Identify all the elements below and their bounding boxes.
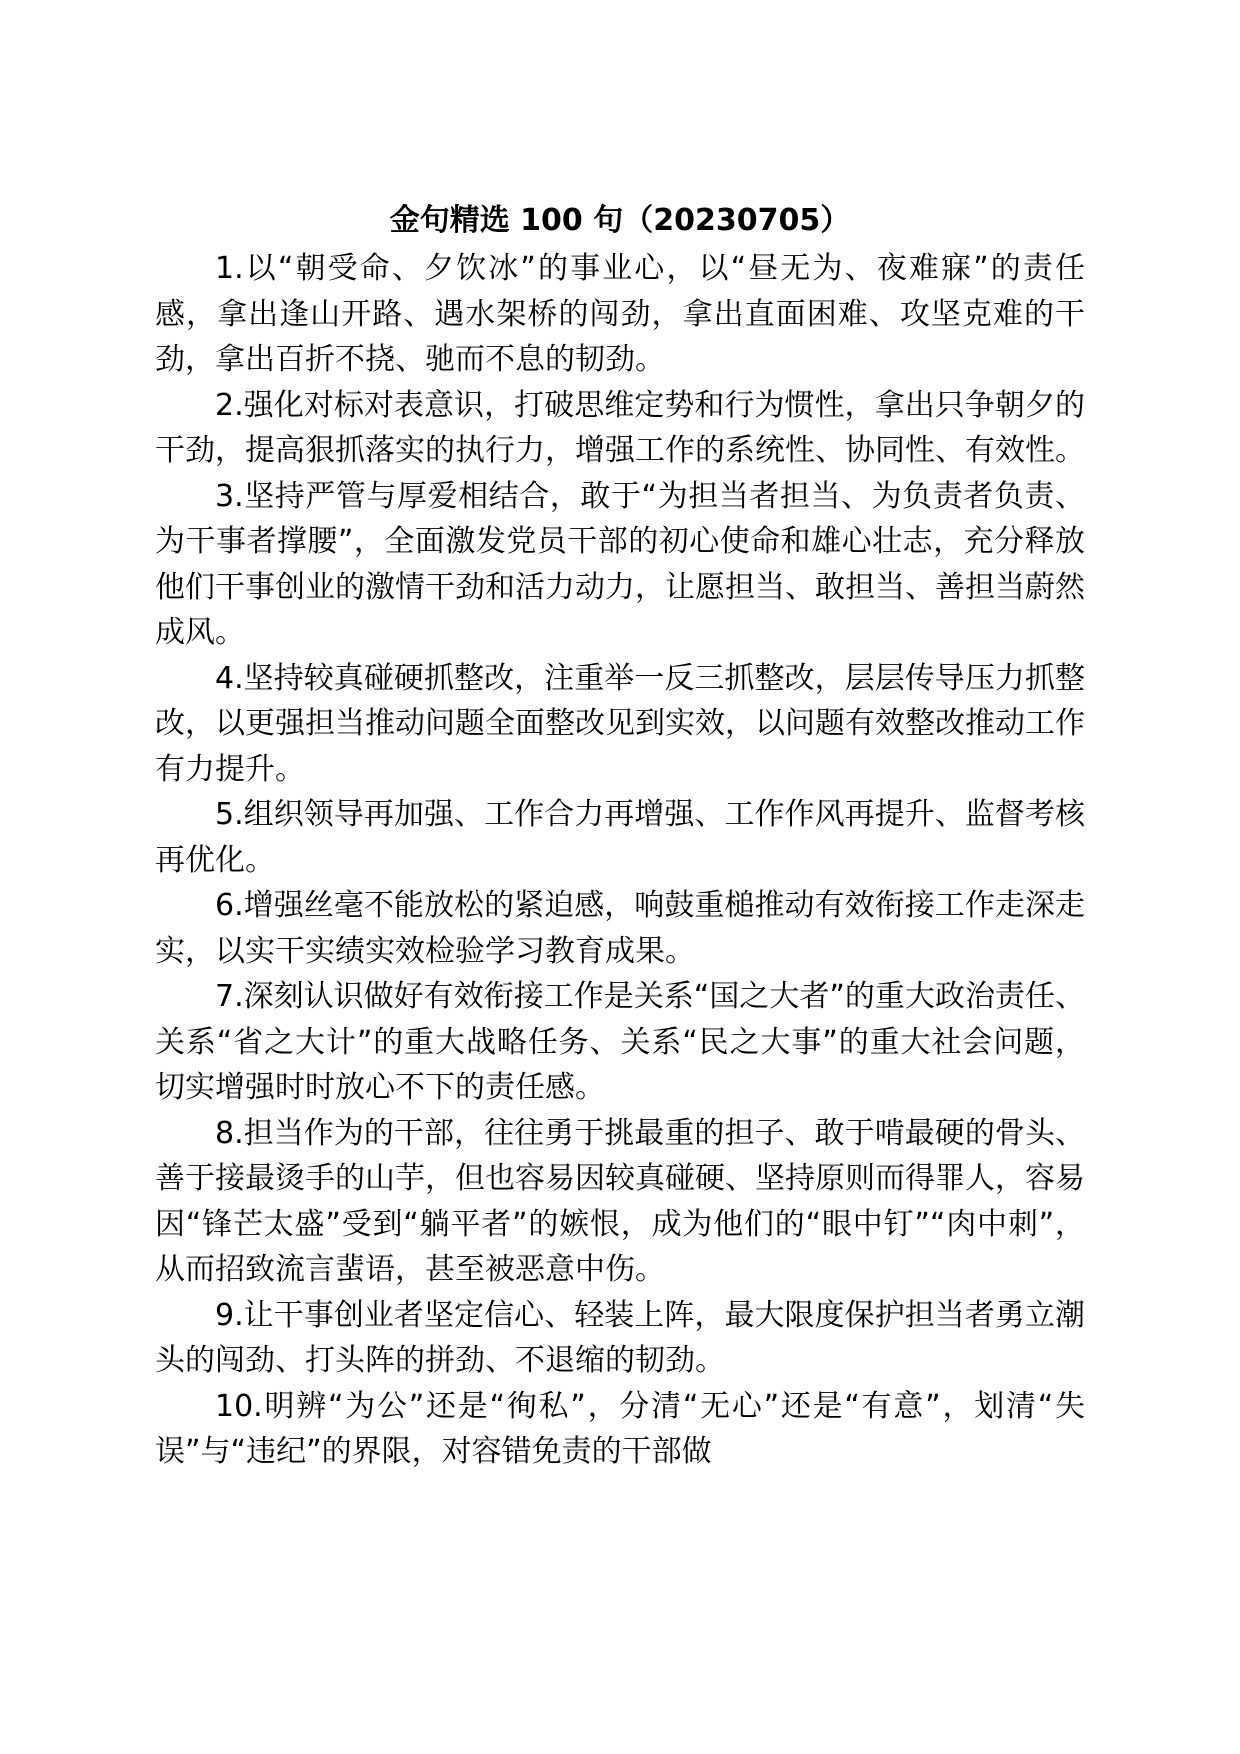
paragraph-1: 1.以“朝受命、夕饮冰”的事业心，以“昼无为、夜难寐”的责任感，拿出逢山开路、遇水架桥的闯劲，拿出直面困难、攻坚克难的干劲，拿出百折不挠、驰而不息的韧劲。 [155, 251, 1085, 377]
paragraph-5: 5.组织领导再加强、工作合力再增强、工作作风再提升、监督考核再优化。 [155, 797, 1085, 878]
paragraph-9: 9.让干事创业者坚定信心、轻装上阵，最大限度保护担当者勇立潮头的闯劲、打头阵的拼劲、不退缩的韧劲。 [155, 1297, 1085, 1378]
document-title: 金句精选 100 句（20230705） [389, 203, 851, 238]
document-body [155, 246, 1085, 1475]
paragraph-7: 7.深刻认识做好有效衔接工作是关系“国之大者”的重大政治责任、关系“省之大计”的重大战略任务、关系“民之大事”的重大社会问题，切实增强时时放心不下的责任感。 [155, 979, 1085, 1105]
paragraph-2: 2.强化对标对表意识，打破思维定势和行为惯性，拿出只争朝夕的干劲，提高狠抓落实的执行力，增强工作的系统性、协同性、有效性。 [155, 387, 1085, 468]
paragraph-4: 4.坚持较真碰硬抓整改，注重举一反三抓整改，层层传导压力抓整改，以更强担当推动问题全面整改见到实效，以问题有效整改推动工作有力提升。 [155, 660, 1085, 787]
paragraph-10: 10.明辨“为公”还是“徇私”，分清“无心”还是“有意”，划清“失误”与“违纪”的界限，对容错免责的干部做 [155, 1388, 1085, 1469]
paragraph-3: 3.坚持严管与厚爱相结合，敢于“为担当者担当、为负责者负责、为干事者撑腰”，全面激发党员干部的初心使命和雄心壮志，充分释放他们干事创业的激情干劲和活力动力，让愿担当、敢担当、善担当蔚然成风。 [155, 478, 1085, 650]
paragraph-8: 8.担当作为的干部，往往勇于挑最重的担子、敢于啃最硬的骨头、善于接最烫手的山芋，但也容易因较真碰硬、坚持原则而得罪人，容易因“锋芒太盛”受到“躺平者”的嫉恨，成为他们的“眼中钉”“肉中刺”，从而招致流言蜚语，甚至被恶意中伤。 [155, 1115, 1085, 1287]
paragraph-6: 6.增强丝毫不能放松的紧迫感，响鼓重槌推动有效衔接工作走深走实，以实干实绩实效检验学习教育成果。 [155, 888, 1085, 969]
